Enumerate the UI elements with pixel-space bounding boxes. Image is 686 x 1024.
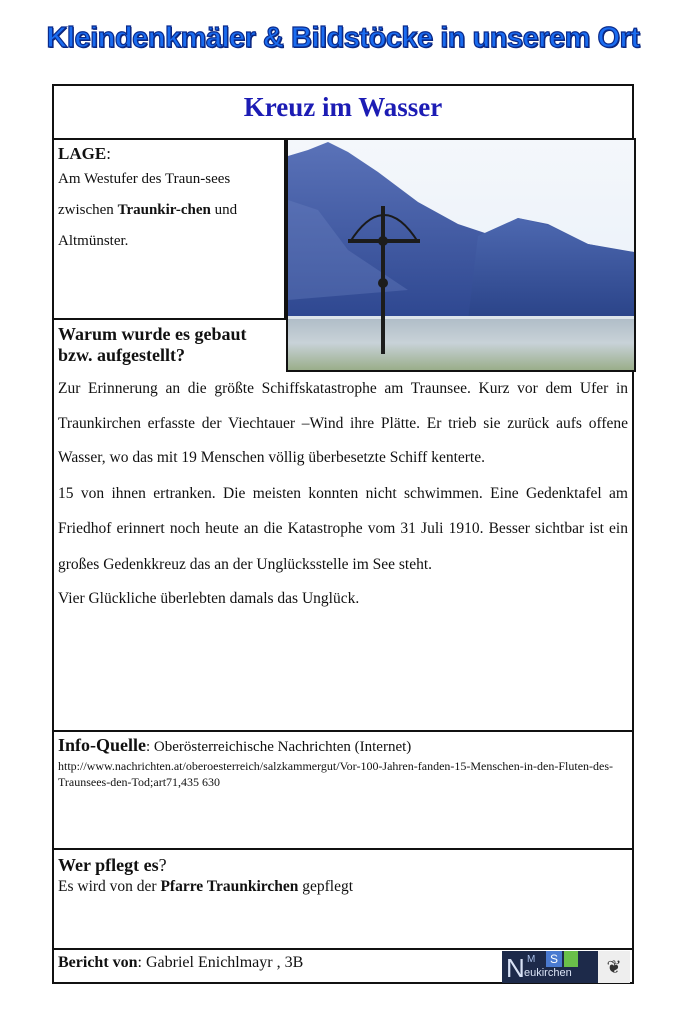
caretaker-text	[58, 878, 353, 895]
lake-cross-image	[288, 140, 634, 370]
caretaker-heading-text: Wer pflegt es	[58, 855, 159, 875]
info-source-heading: Info-Quelle	[58, 735, 146, 755]
logo-letter-n: N	[506, 953, 525, 983]
location-heading-text: LAGE	[58, 144, 107, 163]
page-title: Kleindenkmäler & Bildstöcke in unserem Ort	[46, 22, 640, 54]
why-heading: Warum wurde es gebaut bzw. aufgestellt?	[58, 324, 247, 365]
report-author: : Gabriel Enichlmayr , 3B	[137, 954, 304, 971]
location-section	[54, 140, 286, 320]
report-author-label: Bericht von	[58, 954, 138, 971]
logo-letter-m: M	[527, 954, 536, 965]
why-paragraph: Zur Erinnerung an die größte Schiffskatastrophe am Traunsee. Kurz vor dem Ufer in Traunkirchen erfasste der Viechtauer –Wind ihre Plätte. Er trieb sie zurück aufs offene Wasser, wo das mit 19 Menschen völlig überbesetzte Schiff kenterte.	[58, 380, 628, 466]
caretaker-heading-qmark: ?	[158, 855, 167, 875]
location-text-2: und Altmünster.	[58, 202, 238, 249]
location-text	[58, 164, 280, 257]
why-text	[54, 372, 632, 617]
location-heading-colon: :	[106, 144, 111, 163]
logo-green-square	[564, 951, 578, 967]
logo-letter-s: S	[546, 951, 562, 967]
location-text-1: Am Westufer des Traun-sees zwischen	[58, 171, 231, 218]
emblem-icon: ❦	[598, 951, 630, 983]
monument-card	[52, 84, 634, 984]
location-text-bold: Traunkir-chen	[117, 202, 211, 218]
caretaker-section	[54, 850, 632, 950]
logo-word: eukirchen	[524, 967, 572, 979]
caretaker-name: Pfarre Traunkirchen	[160, 878, 299, 895]
why-paragraph: 15 von ihnen ertranken. Die meisten konnten nicht schwimmen. Eine Gedenktafel am Friedhof erinnert noch heute an die Katastrophe vom 31 Juli 1910. Besser sichtbar ist ein großes Gedenkkreuz das an der Unglücksstelle im See steht.	[58, 484, 628, 573]
why-paragraph: Vier Glückliche überlebten damals das Unglück.	[58, 590, 360, 607]
nms-logo	[502, 951, 598, 983]
school-logo	[502, 951, 630, 983]
info-source-name: : Oberösterreichische Nachrichten (Internet)	[146, 739, 412, 755]
card-title-cell	[54, 86, 632, 140]
caretaker-text-2: gepflegt	[298, 878, 354, 895]
location-heading	[58, 144, 280, 164]
card-title: Kreuz im Wasser	[243, 92, 443, 122]
report-footer	[54, 950, 632, 982]
info-source-section	[54, 730, 632, 850]
cross-photo	[286, 138, 636, 372]
caretaker-text-1: Es wird von der	[58, 878, 161, 895]
caretaker-heading	[58, 854, 628, 876]
info-source-url[interactable]: http://www.nachrichten.at/oberoesterreich/salzkammergut/Vor-100-Jahren-fanden-15-Menschen-in-den-Fluten-des-Traunsees-den-Tod;art71,435 630	[58, 759, 614, 789]
